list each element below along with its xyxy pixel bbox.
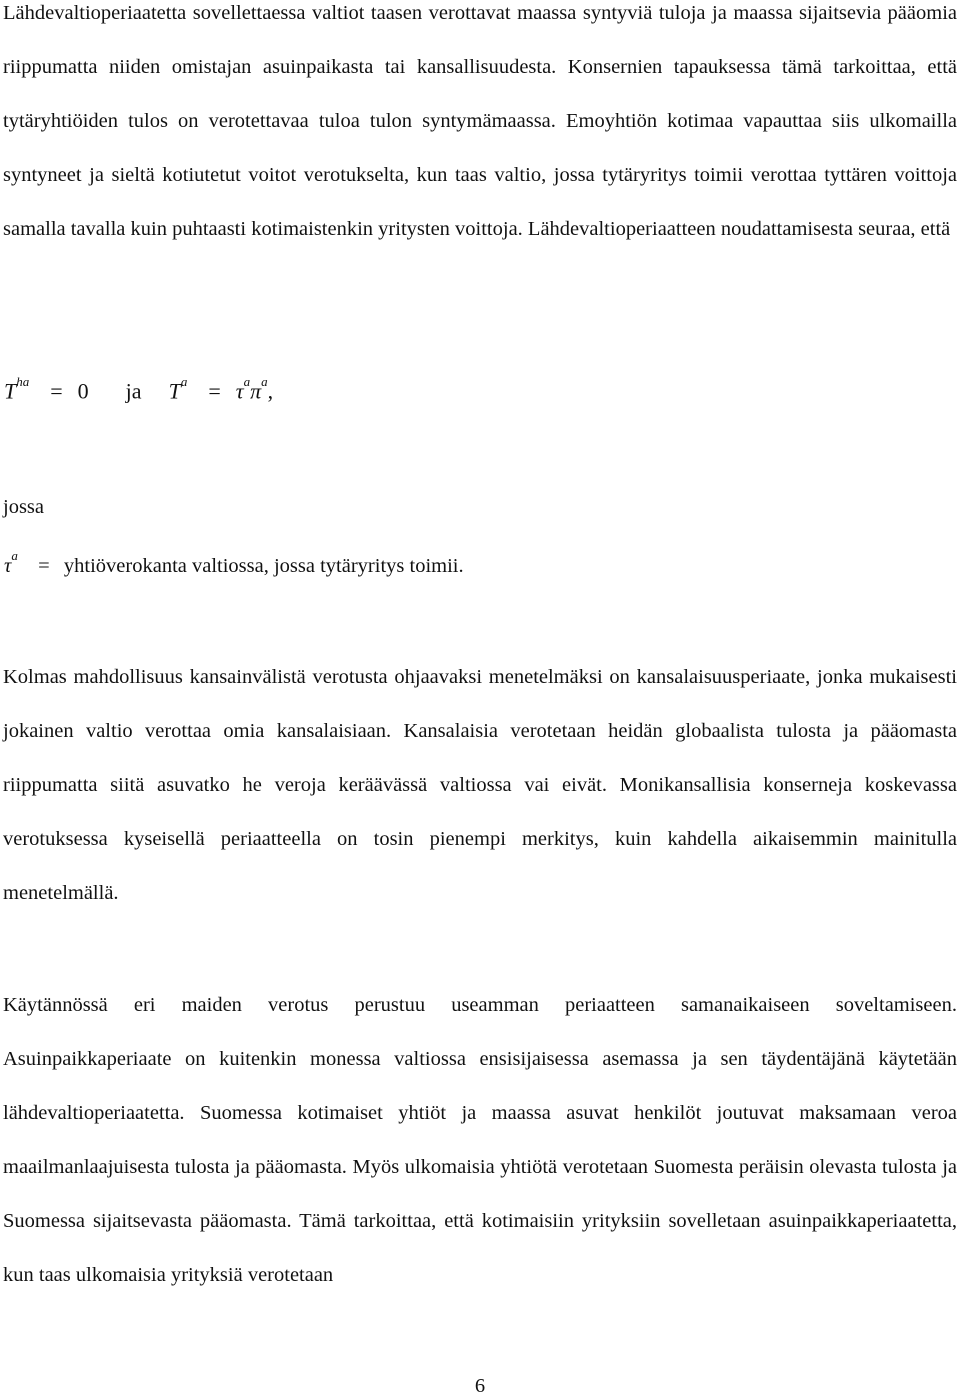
formula-superscript-a-pi: a [261,374,268,389]
definition-tau [4,548,464,578]
formula-symbol-T-second: T [168,378,181,404]
jossa-label: jossa [3,496,44,518]
formula-tax-source [4,374,274,418]
formula-superscript-a-tau: a [243,374,251,389]
page-number: 6 [474,1375,486,1397]
definition-symbol-tau: τ [4,554,12,577]
formula-symbol-pi: π [250,378,262,404]
formula-superscript-a: a [180,374,188,389]
formula-symbol-tau: τ [235,378,244,404]
paragraph-citizenship-principle: Kolmas mahdollisuus kansainvälistä verotusta ohjaavaksi menetelmäksi on kansalaisuusperiaate, jonka mukaisesti jokainen valtio verottaa omia kansalaisiaan. Kansalaisia verotetaan heidän globaalista tulosta ja pääomasta riippumatta siitä asuvatko he veroja keräävässä valtiossa vai eivät. Monikansallisia konserneja koskevassa verotuksessa kyseisellä periaatteella on tosin pienempi merkitys, kuin kahdella aikaisemmin mainitulla menetelmällä. [3,666,957,904]
formula-ja: ja [125,378,142,404]
paragraph-practice: Käytännössä eri maiden verotus perustuu useamman periaatteen samanaikaiseen soveltamiseen. Asuinpaikkaperiaate on kuitenkin monessa valtiossa ensisijaisessa asemassa ja sen täydentäjänä käytetään lähdevaltioperiaatetta. Suomessa kotimaiset yhtiöt ja maassa asuvat henkilöt joutuvat maksamaan veroa maailmanlaajuisesta tulosta ja pääomasta. Myös ulkomaisia yhtiötä verotetaan Suomesta peräisin olevasta tulosta ja Suomessa sijaitsevasta pääomasta. Tämä tarkoittaa, että kotimaisiin yrityksiin sovelletaan asuinpaikkaperiaatetta, kun taas ulkomaisia yrityksiä verotetaan [3,994,957,1286]
formula-superscript-ha: ha [16,374,30,389]
formula-equals: = [50,378,63,404]
definition-equals: = [38,554,50,577]
definition-text: yhtiöverokanta valtiossa, jossa tytäryritys toimii. [63,554,464,577]
formula-equals-second: = [208,378,221,404]
paragraph-source-principle: Lähdevaltioperiaatetta sovellettaessa valtiot taasen verottavat maassa syntyviä tuloja ja maassa sijaitsevia pääomia riippumatta niiden omistajan asuinpaikasta tai kansallisuudesta. Konsernien tapauksessa tämä tarkoittaa, että tytäryhtiöiden tulos on verotettavaa tuloa tulon syntymämaassa. Emoyhtiön kotimaa vapauttaa siis ulkomailla syntyneet ja sieltä kotiutetut voitot verotukselta, kun taas valtio, jossa tytäryritys toimii verottaa tyttären voittoja samalla tavalla kuin puhtaasti kotimaistenkin yritysten voittoja. Lähdevaltioperiaatteen noudattamisesta seuraa, että [3,2,957,240]
formula-comma: , [267,378,274,404]
formula-zero: 0 [77,378,89,404]
definition-superscript-a: a [11,548,18,563]
formula-symbol-T: T [4,378,17,404]
